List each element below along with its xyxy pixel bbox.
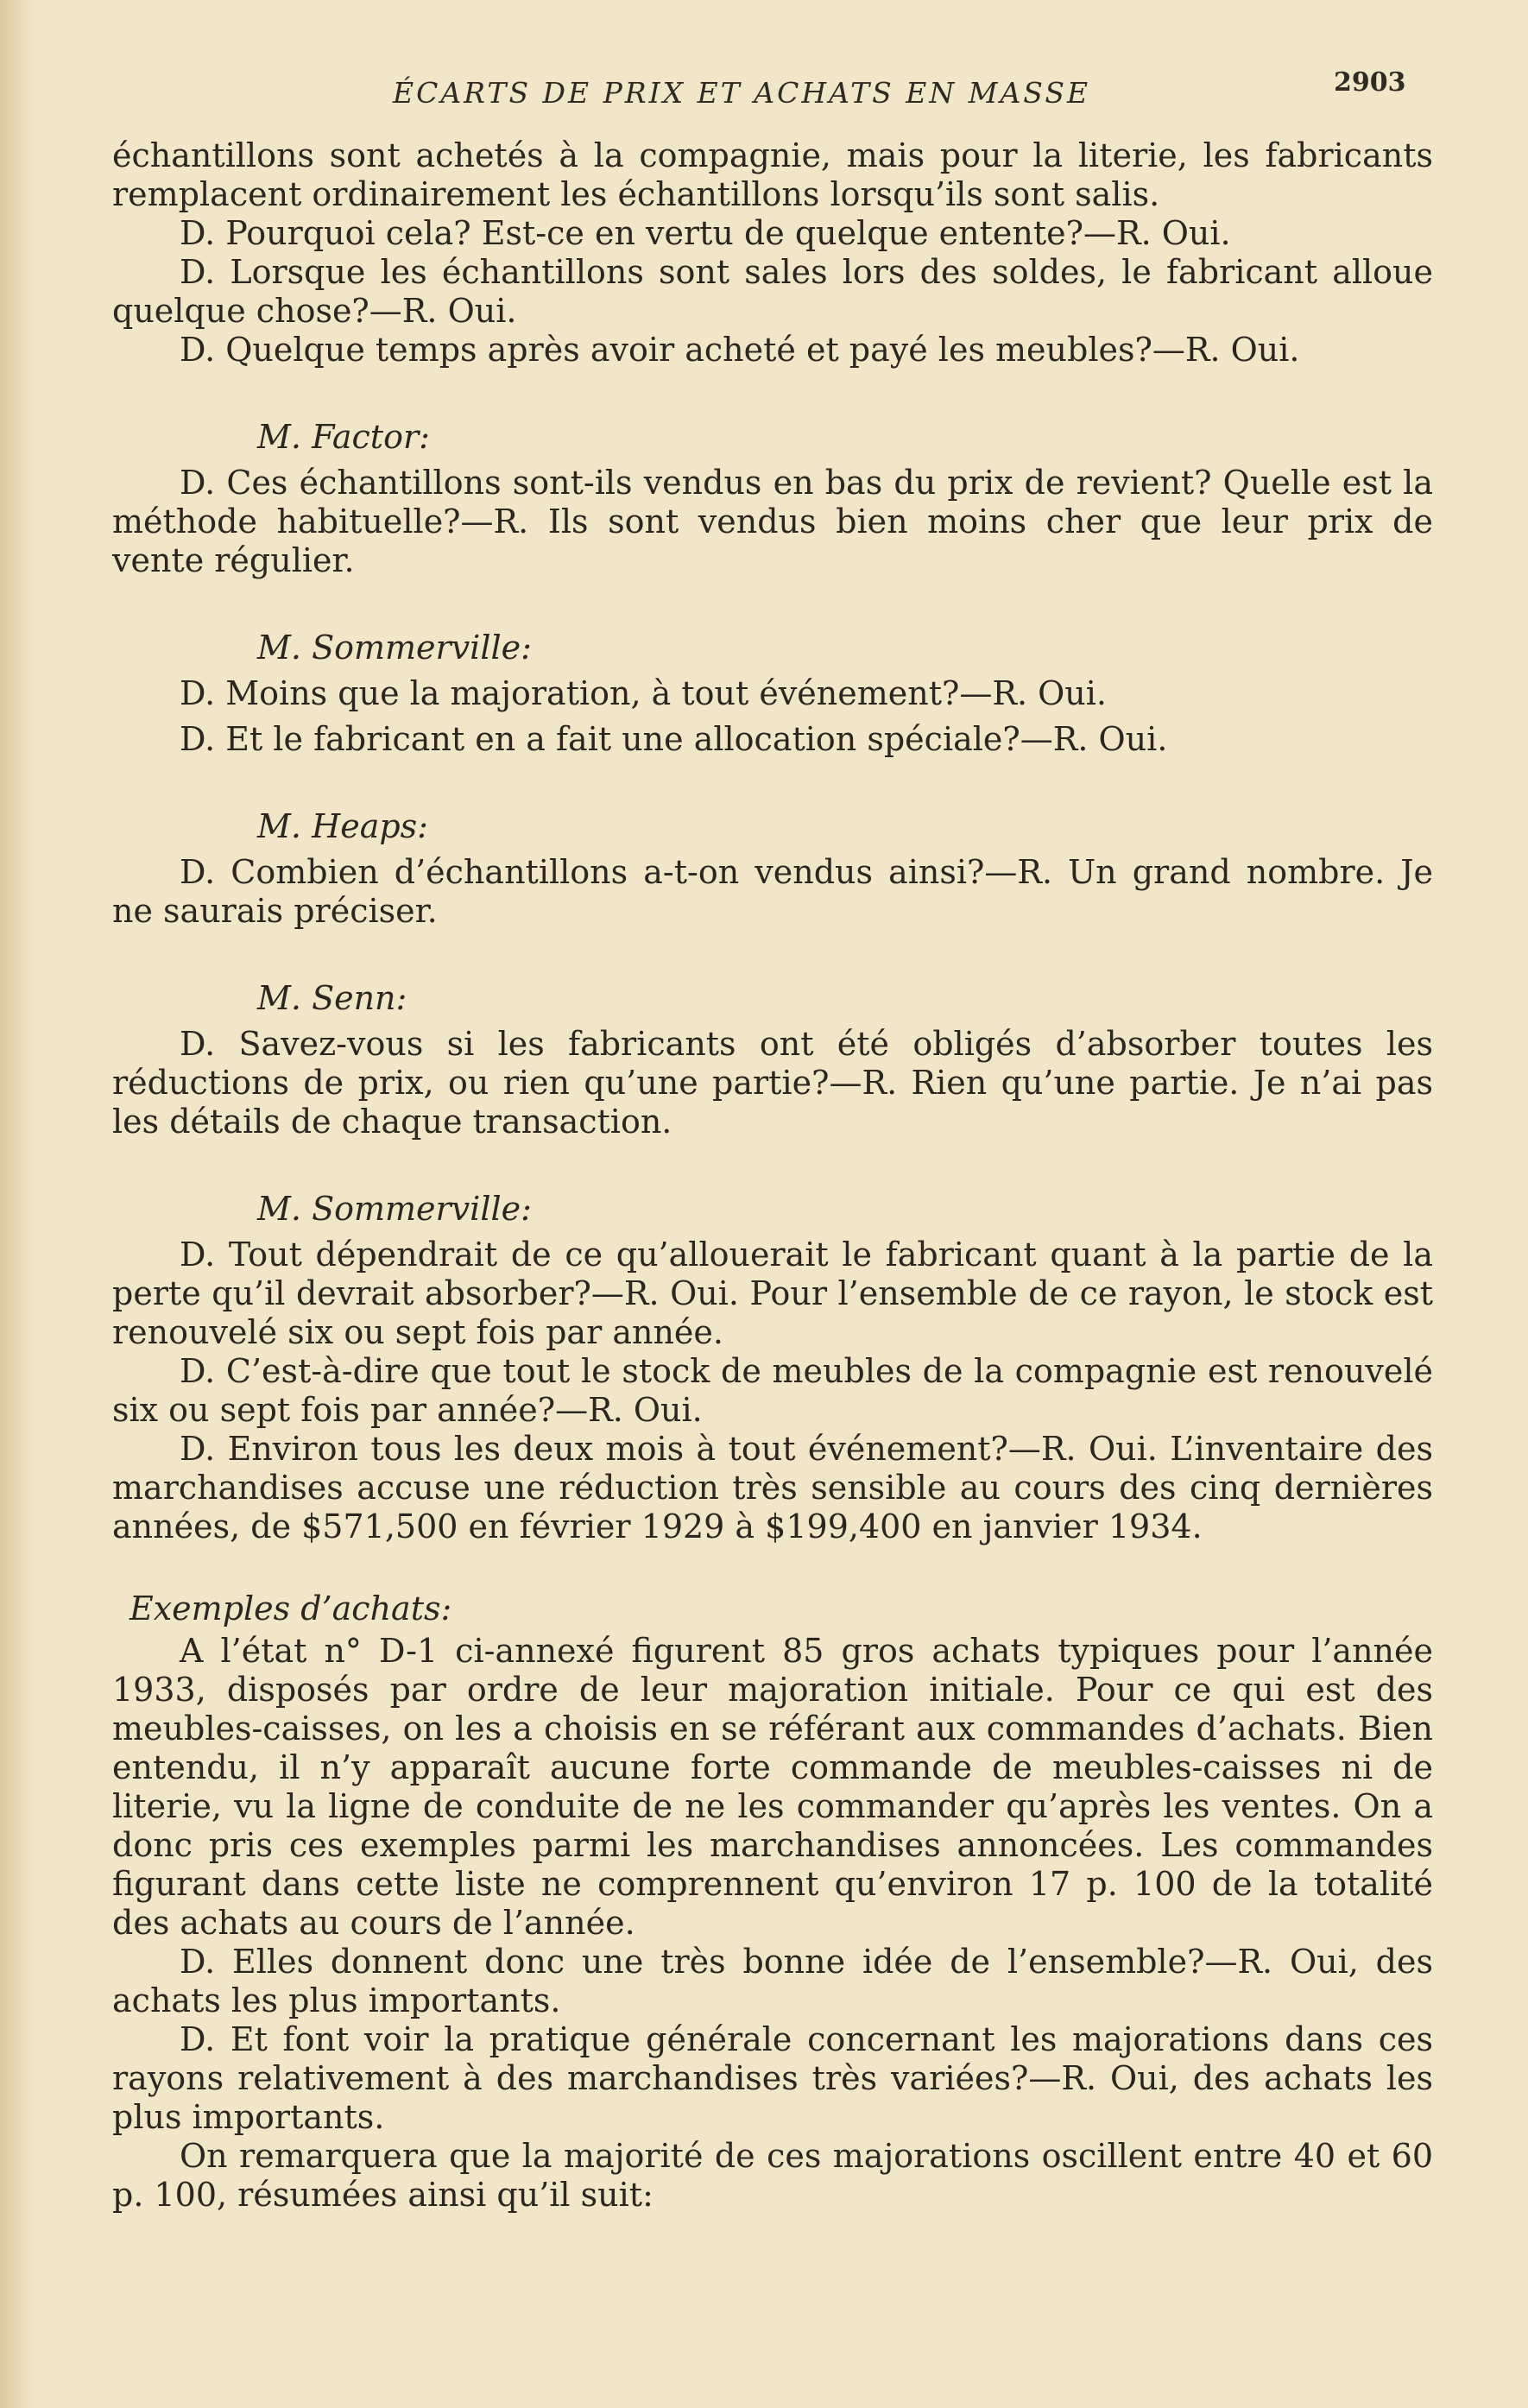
question-answer: D. C’est-à-dire que tout le stock de meubles de la compagnie est renouvelé six ou sept fois par année?—R. Oui. (112, 1352, 1433, 1429)
speaker-label: M. Factor: (257, 418, 430, 456)
question-answer: D. Ces échantillons sont-ils vendus en bas du prix de revient? Quelle est la méthode habituelle?—R. Ils sont vendus bien moins cher que leur prix de vente régulier. (112, 464, 1433, 579)
question-answer: D. Elles donnent donc une très bonne idée de l’ensemble?—R. Oui, des achats les plus importants. (112, 1943, 1433, 2019)
speaker-label: M. Sommerville: (257, 1190, 532, 1228)
question-answer: D. Environ tous les deux mois à tout événement?—R. Oui. L’inventaire des marchandises accuse une réduction très sensible au cours des cinq dernières années, de $571,500 en février 1929 à $199,400 en janvier 1934. (112, 1430, 1433, 1545)
running-title: ÉCARTS DE PRIX ET ACHATS EN MASSE (393, 76, 1091, 110)
question-answer: D. Et le fabricant en a fait une allocation spéciale?—R. Oui. (180, 720, 1168, 758)
speaker-label: M. Heaps: (257, 807, 428, 845)
section-heading: Exemples d’achats: (129, 1590, 452, 1627)
question-answer: D. Pourquoi cela? Est-ce en vertu de quelque entente?—R. Oui. (180, 214, 1231, 252)
speaker-label: M. Sommerville: (257, 629, 532, 667)
question-answer: D. Tout dépendrait de ce qu’allouerait le fabricant quant à la partie de la perte qu’il devrait absorber?—R. Oui. Pour l’ensemble de ce rayon, le stock est renouvelé six ou sept fois par année. (112, 1236, 1433, 1351)
question-answer: D. Lorsque les échantillons sont sales lors des soldes, le fabricant alloue quelque chose?—R. Oui. (112, 253, 1433, 330)
page-header (0, 67, 1528, 119)
speaker-label: M. Senn: (257, 979, 407, 1017)
page-number: 2903 (1334, 67, 1406, 98)
question-answer: D. Combien d’échantillons a-t-on vendus ainsi?—R. Un grand nombre. Je ne saurais préciser. (112, 853, 1433, 930)
page-body (112, 136, 1433, 2215)
question-answer: D. Savez-vous si les fabricants ont été obligés d’absorber toutes les réductions de prix, ou rien qu’une partie?—R. Rien qu’une partie. Je n’ai pas les détails de chaque transaction. (112, 1025, 1433, 1141)
paragraph: échantillons sont achetés à la compagnie, mais pour la literie, les fabricants remplacent ordinairement les échantillons lorsqu’ils sont salis. (112, 136, 1433, 213)
paragraph: On remarquera que la majorité de ces majorations oscillent entre 40 et 60 p. 100, résumées ainsi qu’il suit: (112, 2137, 1433, 2214)
question-answer: D. Quelque temps après avoir acheté et payé les meubles?—R. Oui. (180, 331, 1300, 369)
question-answer: D. Et font voir la pratique générale concernant les majorations dans ces rayons relativement à des marchandises très variées?—R. Oui, des achats les plus importants. (112, 2020, 1433, 2136)
paragraph: A l’état n° D-1 ci-annexé figurent 85 gros achats typiques pour l’année 1933, disposés par ordre de leur majoration initiale. Pour ce qui est des meubles-caisses, on les a choisis en se référant aux commandes d’achats. Bien entendu, il n’y apparaît aucune forte commande de meubles-caisses ni de literie, vu la ligne de conduite de ne les commander qu’après les ventes. On a donc pris ces exemples parmi les marchandises annoncées. Les commandes figurant dans cette liste ne comprennent qu’environ 17 p. 100 de la totalité des achats au cours de l’année. (112, 1632, 1433, 1942)
question-answer: D. Moins que la majoration, à tout événement?—R. Oui. (180, 674, 1108, 712)
